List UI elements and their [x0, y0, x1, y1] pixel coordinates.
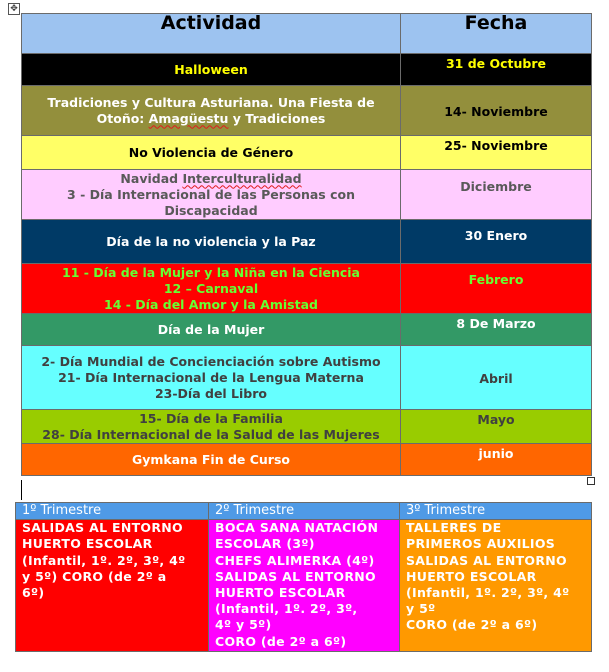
- table-header-row: [22, 14, 592, 54]
- trimester-line: y 5º: [406, 601, 436, 617]
- trimester-line: PRIMEROS AUXILIOS: [406, 536, 556, 552]
- activity-line: 11 - Día de la Mujer y la Niña en la Ciencia: [62, 264, 360, 280]
- trimester-line: CHEFS ALIMERKA (4º): [215, 552, 375, 568]
- table-row: [22, 346, 592, 410]
- activity-line: 2- Día Mundial de Concienciación sobre Autismo: [41, 353, 381, 369]
- activity-line: Gymkana Fin de Curso: [132, 451, 290, 467]
- table-row: [22, 220, 592, 264]
- activities-table: [21, 13, 592, 476]
- activity-cell: [22, 170, 401, 220]
- text-cursor: [21, 480, 22, 500]
- activity-cell: [22, 444, 401, 476]
- header-activity: Actividad: [22, 14, 401, 54]
- header-date: Fecha: [401, 14, 592, 54]
- trimester-header: 1º Trimestre: [16, 503, 209, 520]
- activity-cell: [22, 54, 401, 86]
- trimesters-header-row: [16, 503, 592, 520]
- trimester-header: 3º Trimestre: [400, 503, 592, 520]
- activity-line: Día de la no violencia y la Paz: [106, 233, 316, 249]
- trimester-line: (Infantil, 1º. 2º, 3º,: [215, 601, 358, 617]
- activity-line: 14 - Día del Amor y la Amistad: [104, 296, 318, 312]
- table-row: [22, 136, 592, 170]
- activity-line: Halloween: [174, 61, 248, 77]
- trimester-line: 4º y 5º): [215, 617, 272, 633]
- date-cell: Mayo: [401, 410, 592, 444]
- date-cell: 30 Enero: [401, 220, 592, 264]
- activity-line: Otoño: Amagüestu y Tradiciones: [96, 110, 326, 126]
- trimester-line: HUERTO ESCOLAR: [22, 536, 153, 552]
- activity-cell: [22, 346, 401, 410]
- activity-line: No Violencia de Género: [128, 144, 294, 160]
- trimester-line: HUERTO ESCOLAR: [215, 585, 346, 601]
- trimester-line: SALIDAS AL ENTORNO: [215, 568, 376, 584]
- activity-line: 15- Día de la Familia: [139, 410, 283, 426]
- activity-line: Día de la Mujer: [157, 321, 265, 337]
- activity-line: Discapacidad: [164, 202, 258, 218]
- trimester-cell: [400, 520, 592, 652]
- table-row: [22, 444, 592, 476]
- table-resize-handle[interactable]: [587, 477, 595, 485]
- activity-line: 23-Día del Libro: [154, 385, 268, 401]
- activity-line: Navidad Interculturalidad: [120, 170, 302, 186]
- trimesters-table: [15, 502, 592, 652]
- trimester-cell: [209, 520, 400, 652]
- trimester-line: CORO (de 2º a 6º): [215, 633, 347, 649]
- trimester-line: SALIDAS AL ENTORNO: [22, 520, 183, 536]
- table-row: [22, 86, 592, 136]
- trimester-line: TALLERES DE: [406, 520, 502, 536]
- date-cell: junio: [401, 444, 592, 476]
- table-row: [22, 314, 592, 346]
- activity-cell: [22, 410, 401, 444]
- activity-cell: [22, 264, 401, 314]
- trimester-line: HUERTO ESCOLAR: [406, 568, 537, 584]
- date-cell: Diciembre: [401, 170, 592, 220]
- activity-line: 21- Día Internacional de la Lengua Materna: [58, 369, 364, 385]
- date-cell: 14- Noviembre: [401, 86, 592, 136]
- activity-line: 3 - Día Internacional de las Personas con: [67, 186, 355, 202]
- trimester-line: CORO (de 2º a 6º): [406, 617, 538, 633]
- trimester-line: BOCA SANA NATACIÓN: [215, 520, 379, 536]
- date-cell: Febrero: [401, 264, 592, 314]
- table-row: [22, 264, 592, 314]
- trimester-line: y 5º) CORO (de 2º a: [22, 568, 167, 584]
- activity-cell: [22, 86, 401, 136]
- table-row: [22, 54, 592, 86]
- trimester-cell: [16, 520, 209, 652]
- date-cell: Abril: [401, 346, 592, 410]
- activity-line: 28- Día Internacional de la Salud de las Mujeres: [42, 426, 380, 442]
- move-icon[interactable]: ✥: [8, 3, 20, 15]
- trimester-line: SALIDAS AL ENTORNO: [406, 552, 567, 568]
- activity-cell: [22, 314, 401, 346]
- trimester-header: 2º Trimestre: [209, 503, 400, 520]
- trimester-line: (Infantil, 1º. 2º, 3º, 4º: [406, 585, 570, 601]
- date-cell: 8 De Marzo: [401, 314, 592, 346]
- date-cell: 25- Noviembre: [401, 136, 592, 170]
- trimester-line: (Infantil, 1º. 2º, 3º, 4º: [22, 552, 186, 568]
- activity-cell: [22, 220, 401, 264]
- activity-cell: [22, 136, 401, 170]
- trimester-line: ESCOLAR (3º): [215, 536, 315, 552]
- table-row: [22, 170, 592, 220]
- date-cell: 31 de Octubre: [401, 54, 592, 86]
- activity-line: Tradiciones y Cultura Asturiana. Una Fiesta de: [47, 94, 375, 110]
- trimesters-content-row: [16, 520, 592, 652]
- table-row: [22, 410, 592, 444]
- trimester-line: 6º): [22, 585, 45, 601]
- activity-line: 12 – Carnaval: [163, 280, 259, 296]
